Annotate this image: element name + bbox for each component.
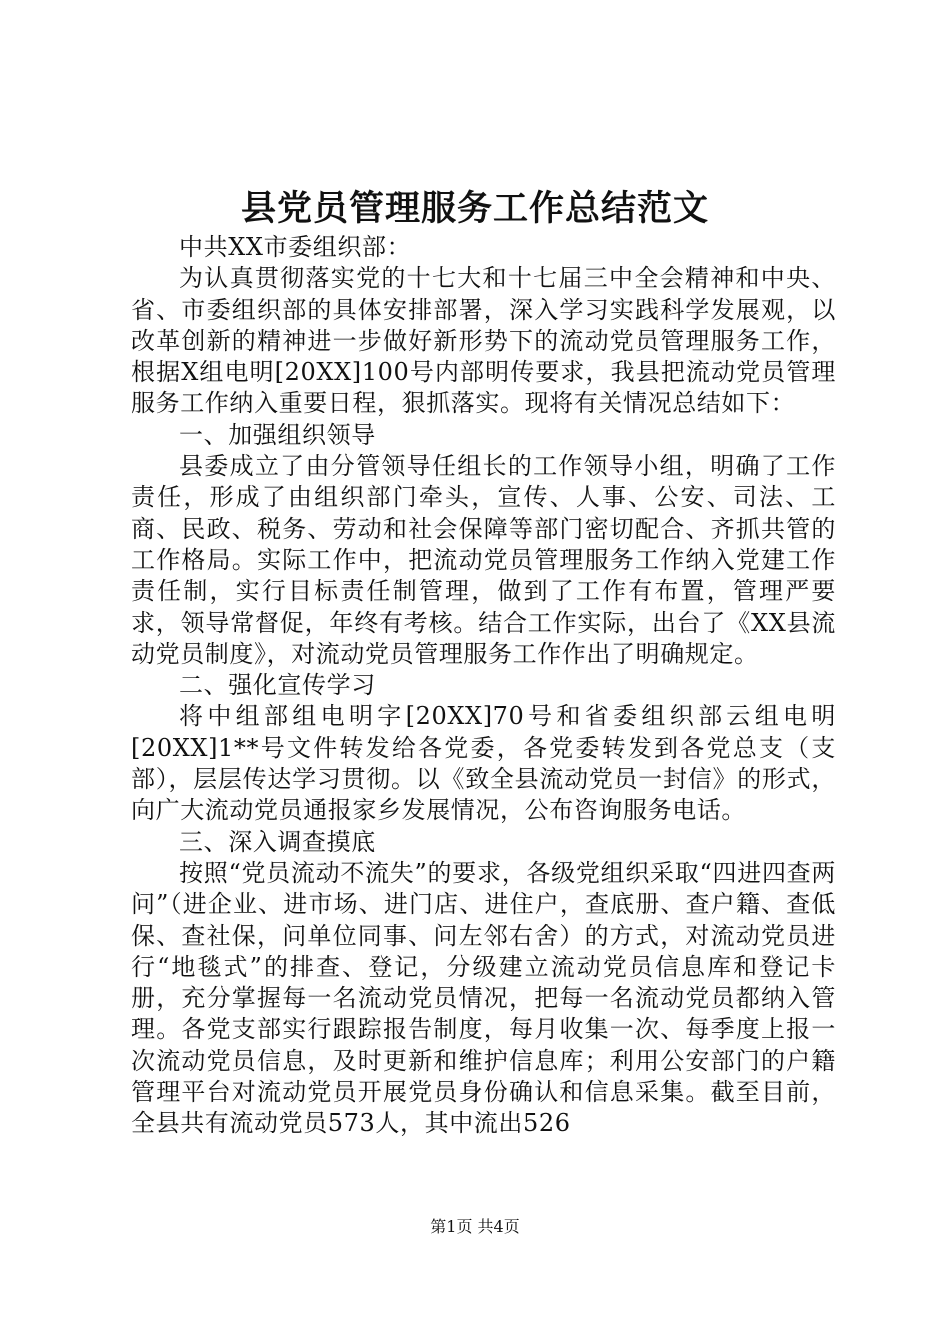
section-1-paragraph: 县委成立了由分管领导任组长的工作领导小组，明确了工作责任，形成了由组织部门牵头，宣传、人事、公安、司法、工商、民政、税务、劳动和社会保障等部门密切配合、齐抓共管的工作格局。实际工作中，把流动党员管理服务工作纳入党建工作责任制，实行目标责任制管理，做到了工作有布置，管理严要求，领导常督促，年终有考核。结合工作实际，出台了《XX县流动党员制度》，对流动党员管理服务工作作出了明确规定。 xyxy=(131,452,836,668)
section-heading-2: 二、强化宣传学习 xyxy=(179,671,376,700)
section-2-paragraph: 将中组部组电明字[20XX]70号和省委组织部云组电明[20XX]1**号文件转发给各党委，各党委转发到各党总支（支部），层层传达学习贯彻。以《致全县流动党员一封信》的形式，向广大流动党员通报家乡发展情况，公布咨询服务电话。 xyxy=(131,702,836,825)
section-heading-3: 三、深入调查摸底 xyxy=(179,827,376,856)
page-number-footer: 第1页 共4页 xyxy=(430,1217,520,1236)
section-3-paragraph: 按照“党员流动不流失”的要求，各级党组织采取“四进四查两问”（进企业、进市场、进门店、进住户，查底册、查户籍、查低保、查社保，问单位同事、问左邻右舍）的方式，对流动党员进行“地毯式”的排查、登记，分级建立流动党员信息库和登记卡册，充分掌握每一名流动党员情况，把每一名流动党员都纳入管理。各党支部实行跟踪报告制度，每月收集一次、每季度上报一次流动党员信息，及时更新和维护信息库；利用公安部门的户籍管理平台对流动党员开展党员身份确认和信息采集。截至目前，全县共有流动党员573人，其中流出526 xyxy=(131,858,836,1138)
section-heading-1: 一、加强组织领导 xyxy=(179,420,376,449)
document-body xyxy=(131,232,836,1140)
intro-paragraph: 为认真贯彻落实党的十七大和十七届三中全会精神和中央、省、市委组织部的具体安排部署，深入学习实践科学发展观，以改革创新的精神进一步做好新形势下的流动党员管理服务工作，根据X组电明[20XX]100号内部明传要求，我县把流动党员管理服务工作纳入重要日程，狠抓落实。现将有关情况总结如下： xyxy=(131,264,836,418)
document-title: 县党员管理服务工作总结范文 xyxy=(240,188,709,229)
salutation-paragraph: 中共XX市委组织部： xyxy=(179,233,412,261)
